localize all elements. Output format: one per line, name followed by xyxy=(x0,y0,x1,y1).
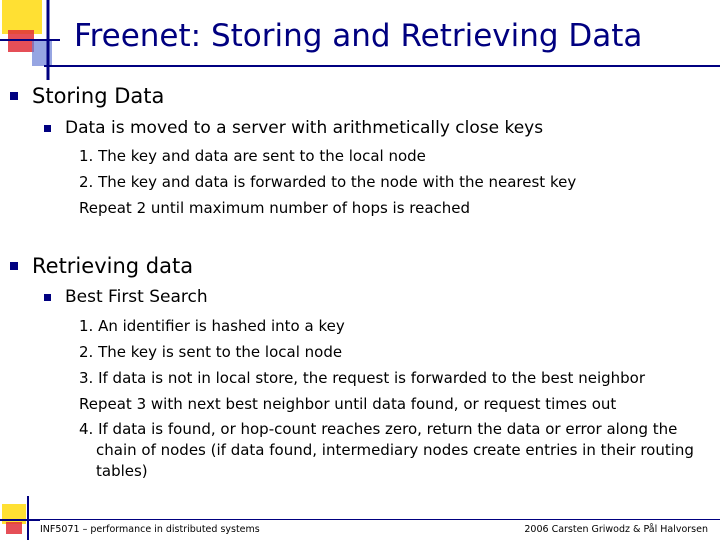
retrieving-steps xyxy=(79,313,699,482)
bullet-square-icon xyxy=(10,92,18,100)
footer-course: INF5071 – performance in distributed systems xyxy=(40,524,260,535)
section-heading: Retrieving data xyxy=(32,254,194,278)
storing-steps xyxy=(79,143,576,221)
subbullet-text: Best First Search xyxy=(65,287,208,307)
subbullet-storing xyxy=(44,118,543,138)
step-item: 3. If data is not in local store, the request is forwarded to the best neighbor xyxy=(79,369,646,387)
step-item: Repeat 2 until maximum number of hops is reached xyxy=(79,199,471,217)
footer-authors: 2006 Carsten Griwodz & Pål Halvorsen xyxy=(524,524,708,535)
step-item: 2. The key is sent to the local node xyxy=(79,343,343,361)
subbullet-text: Data is moved to a server with arithmetically close keys xyxy=(65,118,544,138)
slide-logo-icon xyxy=(0,0,60,80)
bullet-square-icon xyxy=(44,125,51,132)
step-item: 1. An identifier is hashed into a key xyxy=(79,317,345,335)
section-heading: Storing Data xyxy=(32,84,165,108)
bullet-square-icon xyxy=(44,294,51,301)
slide-title: Freenet: Storing and Retrieving Data xyxy=(74,18,643,54)
section-retrieving xyxy=(10,254,193,278)
step-item: Repeat 3 with next best neighbor until data found, or request times out xyxy=(79,395,617,413)
footer-logo-icon xyxy=(0,496,40,540)
section-storing xyxy=(10,84,164,108)
footer-divider xyxy=(40,519,720,520)
step-item: 1. The key and data are sent to the local node xyxy=(79,147,426,165)
step-item: 4. If data is found, or hop-count reaches zero, return the data or error along the chain of nodes (if data found, intermediary nodes create entries in their routing tables) xyxy=(79,420,694,480)
step-item: 2. The key and data is forwarded to the node with the nearest key xyxy=(79,173,577,191)
title-underline xyxy=(44,65,720,67)
subbullet-retrieving xyxy=(44,287,208,307)
bullet-square-icon xyxy=(10,262,18,270)
